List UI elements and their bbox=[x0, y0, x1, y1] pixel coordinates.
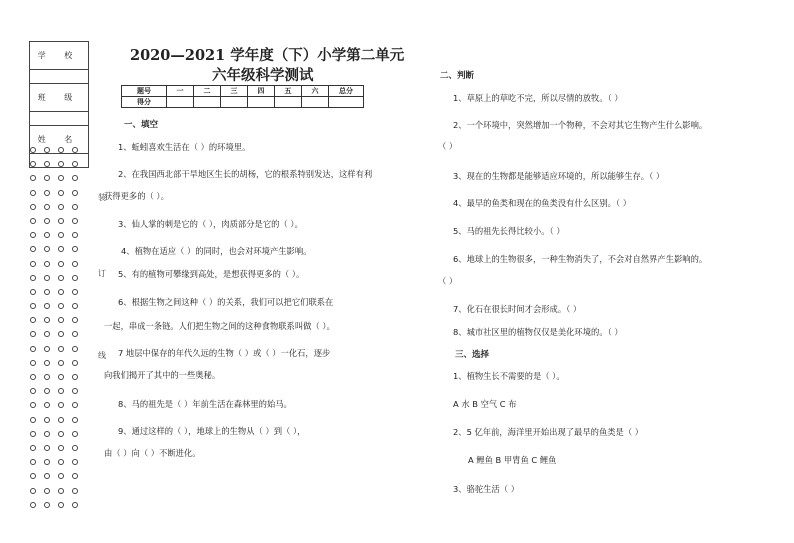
binding-dot bbox=[30, 459, 36, 465]
section-judge-title: 二、判断 bbox=[440, 71, 475, 81]
binding-dot bbox=[44, 331, 50, 337]
choice-options-line: A 鲤鱼 B 甲胄鱼 C 鲤鱼 bbox=[468, 455, 557, 465]
binding-dot bbox=[44, 175, 50, 181]
binding-dot bbox=[58, 417, 64, 423]
binding-dot bbox=[44, 303, 50, 309]
fill-question-line: 8、马的祖先是（ ）年前生活在森林里的始马。 bbox=[118, 399, 292, 409]
binding-dot bbox=[58, 190, 64, 196]
fill-question-line: 3、仙人掌的刺是它的（ ），肉质部分是它的（ ）。 bbox=[118, 219, 303, 229]
binding-dot bbox=[72, 275, 78, 281]
binding-dot bbox=[44, 275, 50, 281]
fill-question-line: 6、根据生物之间这种（ ）的关系，我们可以把它们联系在 bbox=[118, 297, 334, 307]
judge-question-line: 8、城市社区里的植物仅仅是美化环境的。（ ） bbox=[453, 327, 623, 337]
judge-question-line: 5、马的祖先长得比较小。（ ） bbox=[453, 226, 565, 236]
binding-dot bbox=[58, 289, 64, 295]
fill-question-line: 2、在我国西北部干旱地区生长的胡杨，它的根系特别发达，这样有利 bbox=[118, 169, 373, 179]
binding-dot bbox=[30, 289, 36, 295]
binding-dot bbox=[58, 473, 64, 479]
score-cell[interactable] bbox=[167, 97, 194, 108]
binding-dot bbox=[58, 346, 64, 352]
score-cell[interactable] bbox=[194, 97, 221, 108]
binding-dots-column-4 bbox=[72, 147, 78, 508]
name-field-label: 姓 名 bbox=[30, 126, 89, 154]
binding-dot bbox=[30, 360, 36, 366]
binding-dot bbox=[72, 175, 78, 181]
binding-dot bbox=[44, 317, 50, 323]
binding-dot bbox=[72, 502, 78, 508]
score-cell[interactable] bbox=[275, 97, 302, 108]
binding-dot bbox=[44, 232, 50, 238]
judge-question-line: 6、地球上的生物很多，一种生物消失了，不会对自然界产生影响的。 bbox=[453, 254, 708, 264]
binding-dot bbox=[58, 502, 64, 508]
score-header-cell: 二 bbox=[194, 86, 221, 97]
judge-question-line: （ ） bbox=[438, 276, 458, 286]
judge-question-line: 4、最早的鱼类和现在的鱼类没有什么区别。（ ） bbox=[453, 198, 632, 208]
binding-dot bbox=[44, 459, 50, 465]
score-header-cell: 四 bbox=[248, 86, 275, 97]
binding-dot bbox=[30, 346, 36, 352]
binding-dot bbox=[72, 218, 78, 224]
binding-dot bbox=[30, 445, 36, 451]
binding-dot bbox=[72, 232, 78, 238]
binding-dot bbox=[58, 246, 64, 252]
binding-dot bbox=[44, 402, 50, 408]
fill-question-line: 1、蚯蚓喜欢生活在（ ）的环境里。 bbox=[118, 142, 251, 152]
score-row-label: 得分 bbox=[122, 97, 167, 108]
binding-dot bbox=[44, 417, 50, 423]
binding-dot bbox=[72, 417, 78, 423]
binding-dot bbox=[58, 374, 64, 380]
binding-dot bbox=[44, 190, 50, 196]
binding-dot bbox=[72, 317, 78, 323]
binding-dot bbox=[72, 488, 78, 494]
binding-dot bbox=[44, 246, 50, 252]
binding-char-ding: 订 bbox=[98, 269, 106, 278]
binding-dot bbox=[58, 261, 64, 267]
binding-dot bbox=[30, 161, 36, 167]
section-fill-title: 一、填空 bbox=[124, 120, 159, 130]
binding-dot bbox=[72, 388, 78, 394]
score-header-cell: 六 bbox=[302, 86, 329, 97]
binding-dot bbox=[72, 473, 78, 479]
fill-question-line: 5、有的植物可攀缘到高处，是想获得更多的（ ）。 bbox=[118, 269, 305, 279]
binding-dot bbox=[30, 402, 36, 408]
judge-question-line: 2、一个环境中，突然增加一个物种，不会对其它生物产生什么影响。 bbox=[453, 120, 708, 130]
binding-dot bbox=[30, 232, 36, 238]
binding-dots-column-2 bbox=[44, 147, 50, 508]
binding-dot bbox=[58, 232, 64, 238]
school-field-input[interactable] bbox=[30, 70, 89, 84]
score-table-score-row bbox=[122, 97, 364, 108]
binding-dot bbox=[30, 190, 36, 196]
binding-dot bbox=[72, 346, 78, 352]
binding-dot bbox=[44, 360, 50, 366]
score-cell[interactable] bbox=[248, 97, 275, 108]
binding-dot bbox=[72, 431, 78, 437]
binding-dot bbox=[44, 488, 50, 494]
binding-dot bbox=[58, 317, 64, 323]
binding-dot bbox=[72, 204, 78, 210]
binding-dot bbox=[44, 261, 50, 267]
school-field-label: 学 校 bbox=[30, 42, 89, 70]
binding-dots-column-1 bbox=[30, 147, 36, 508]
binding-dot bbox=[30, 431, 36, 437]
binding-dot bbox=[72, 445, 78, 451]
choice-question-line: 2、5 亿年前，海洋里开始出现了最早的鱼类是（ ） bbox=[453, 427, 644, 437]
binding-dot bbox=[44, 161, 50, 167]
fill-question-line: 4、植物在适应（ ）的同时，也会对环境产生影响。 bbox=[121, 246, 312, 256]
score-header-cell: 五 bbox=[275, 86, 302, 97]
score-table-header-row bbox=[122, 86, 364, 97]
judge-question-line: 7、化石在很长时间才会形成。（ ） bbox=[453, 304, 582, 314]
binding-dot bbox=[58, 204, 64, 210]
binding-dot bbox=[72, 303, 78, 309]
fill-question-line: 获得更多的（ ）。 bbox=[104, 191, 169, 201]
score-header-cell: 总分 bbox=[329, 86, 364, 97]
binding-dot bbox=[72, 459, 78, 465]
binding-char-xian: 线 bbox=[98, 351, 106, 360]
binding-dot bbox=[44, 147, 50, 153]
score-header-cell: 题号 bbox=[122, 86, 167, 97]
score-cell[interactable] bbox=[221, 97, 248, 108]
fill-question-line: 由（ ）向（ ）不断进化。 bbox=[104, 448, 201, 458]
binding-dot bbox=[30, 473, 36, 479]
binding-dot bbox=[58, 175, 64, 181]
judge-question-line: 1、草原上的草吃不完，所以尽情的放牧。（ ） bbox=[453, 93, 623, 103]
binding-dot bbox=[30, 204, 36, 210]
binding-dot bbox=[30, 175, 36, 181]
binding-dot bbox=[58, 459, 64, 465]
judge-question-line: 3、现在的生物都是能够适应环境的，所以能够生存。（ ） bbox=[453, 171, 665, 181]
binding-dot bbox=[30, 218, 36, 224]
binding-dot bbox=[30, 261, 36, 267]
binding-dot bbox=[30, 303, 36, 309]
binding-dot bbox=[44, 502, 50, 508]
binding-dot bbox=[44, 289, 50, 295]
fill-question-line: 一起，串成一条链。人们把生物之间的这种食物联系叫做（ ）。 bbox=[104, 321, 335, 331]
binding-dot bbox=[44, 473, 50, 479]
binding-dot bbox=[72, 147, 78, 153]
binding-dot bbox=[58, 445, 64, 451]
fill-question-line: 7 地层中保存的年代久远的生物（ ）或（ ）一化石，逐步 bbox=[118, 348, 331, 358]
binding-dot bbox=[58, 431, 64, 437]
binding-dot bbox=[58, 147, 64, 153]
score-header-cell: 三 bbox=[221, 86, 248, 97]
choice-question-line: 3、骆驼生活（ ） bbox=[453, 484, 519, 494]
binding-dot bbox=[72, 402, 78, 408]
section-choice-title: 三、选择 bbox=[455, 350, 490, 360]
binding-dot bbox=[72, 261, 78, 267]
binding-dot bbox=[44, 431, 50, 437]
choice-options-line: A 水 B 空气 C 布 bbox=[453, 399, 517, 409]
class-field-label: 班 级 bbox=[30, 84, 89, 112]
binding-dot bbox=[58, 402, 64, 408]
binding-dot bbox=[58, 218, 64, 224]
fill-question-line: 向我们揭开了其中的一些奥秘。 bbox=[104, 370, 221, 380]
binding-dot bbox=[30, 275, 36, 281]
binding-dot bbox=[44, 204, 50, 210]
binding-dot bbox=[30, 374, 36, 380]
exam-title: 2020—2021 学年度（下）小学第二单元 bbox=[130, 47, 405, 64]
binding-dot bbox=[44, 388, 50, 394]
binding-dot bbox=[58, 161, 64, 167]
binding-dot bbox=[30, 502, 36, 508]
binding-dot bbox=[58, 388, 64, 394]
score-cell[interactable] bbox=[329, 97, 364, 108]
binding-dot bbox=[58, 275, 64, 281]
choice-question-line: 1、植物生长不需要的是（ ）。 bbox=[453, 371, 565, 381]
fill-question-line: 9、通过这样的（ ），地球上的生物从（ ）到（ ）， bbox=[118, 426, 306, 436]
binding-dot bbox=[44, 218, 50, 224]
exam-subtitle: 六年级科学测试 bbox=[212, 67, 314, 84]
binding-dot bbox=[58, 331, 64, 337]
binding-dot bbox=[30, 331, 36, 337]
binding-dot bbox=[30, 388, 36, 394]
binding-dot bbox=[44, 346, 50, 352]
score-header-cell: 一 bbox=[167, 86, 194, 97]
binding-dot bbox=[72, 374, 78, 380]
binding-char-zhuang: 装 bbox=[98, 193, 106, 202]
binding-dot bbox=[44, 374, 50, 380]
binding-dot bbox=[44, 445, 50, 451]
binding-dots-column-3 bbox=[58, 147, 64, 508]
binding-dot bbox=[30, 317, 36, 323]
score-cell[interactable] bbox=[302, 97, 329, 108]
class-field-input[interactable] bbox=[30, 112, 89, 126]
binding-dot bbox=[30, 147, 36, 153]
binding-dot bbox=[72, 360, 78, 366]
binding-dot bbox=[72, 190, 78, 196]
binding-dot bbox=[30, 246, 36, 252]
binding-dot bbox=[58, 303, 64, 309]
judge-question-line: （ ） bbox=[438, 141, 458, 151]
binding-dot bbox=[30, 417, 36, 423]
binding-dot bbox=[72, 161, 78, 167]
binding-dot bbox=[58, 488, 64, 494]
binding-dot bbox=[72, 246, 78, 252]
binding-dot bbox=[72, 331, 78, 337]
binding-dot bbox=[72, 289, 78, 295]
score-table bbox=[121, 85, 364, 108]
binding-dot bbox=[30, 488, 36, 494]
binding-dot bbox=[58, 360, 64, 366]
